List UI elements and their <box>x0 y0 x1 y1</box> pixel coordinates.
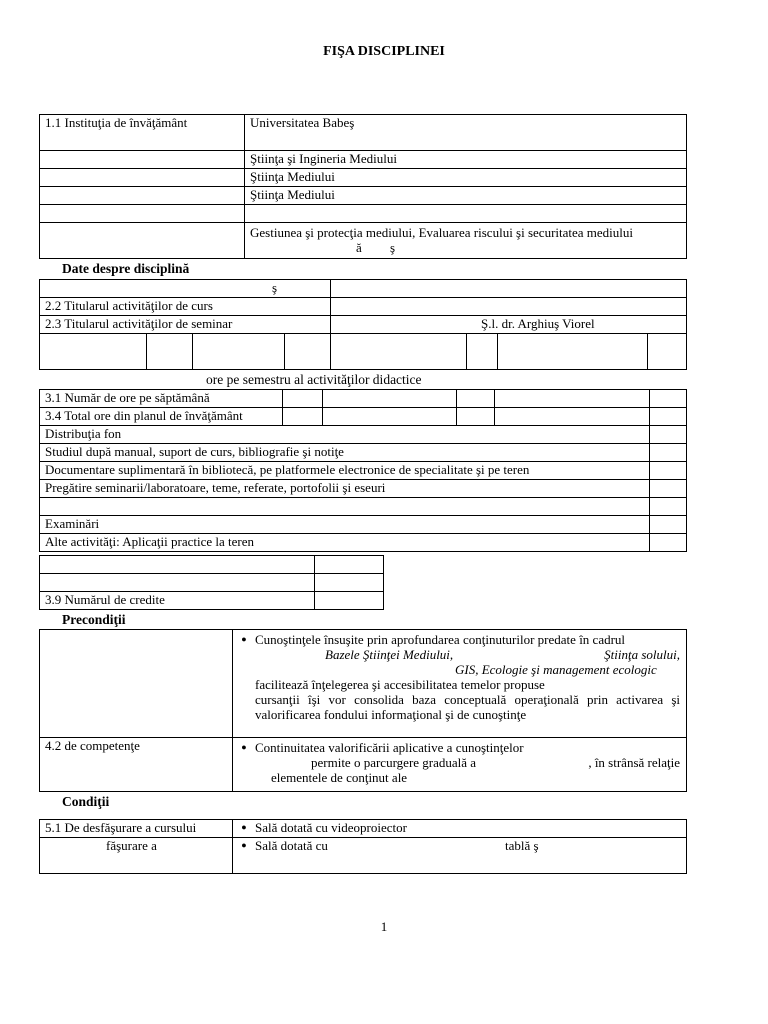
study-label: Studiul după manual, suport de curs, bibliografie şi notiţe <box>40 444 650 462</box>
precondition-course-c: GIS, Ecologie şi management ecologic <box>455 662 657 677</box>
competence-fragment-b: , în strânsă relaţie <box>588 755 680 770</box>
empty-cell <box>331 298 687 316</box>
seminar-conditions-fragment-b: tablă ş <box>505 838 539 853</box>
competence-line-1: Continuitatea valorificării aplicative a cunoştinţelor <box>255 740 524 755</box>
empty-cell <box>315 592 384 610</box>
empty-cell <box>323 390 457 408</box>
credits-table <box>39 555 384 610</box>
empty-cell <box>650 498 687 516</box>
section-conditions-title: Condiţii <box>62 794 110 809</box>
precondition-line-1: Cunoştinţele însuşite prin aprofundarea conţinuturilor predate în cadrul <box>255 632 626 647</box>
empty-cell <box>285 334 331 370</box>
page-number: 1 <box>380 919 388 934</box>
faculty-value: Ştiinţa şi Ingineria Mediului <box>245 151 687 169</box>
seminar-conditions-fragment-a: Sală dotată cu <box>255 838 328 853</box>
institution-label: 1.1 Instituţia de învăţământ <box>40 115 245 151</box>
empty-cell <box>323 408 457 426</box>
empty-cell <box>40 630 233 738</box>
hours-table <box>39 389 687 552</box>
competence-line-3: elementele de conţinut ale <box>271 770 408 785</box>
other-activities-label: Alte activităţi: Aplicaţii practice la teren <box>40 534 650 552</box>
seminar-holder-label: 2.3 Titularul activităţilor de seminar <box>40 316 331 334</box>
empty-cell <box>40 498 650 516</box>
empty-cell <box>650 534 687 552</box>
empty-cell <box>650 408 687 426</box>
precondition-course-a: Bazele Ştiinţei Mediului, <box>325 647 454 662</box>
precondition-line-2 <box>255 647 680 662</box>
empty-cell <box>193 334 285 370</box>
empty-cell <box>40 574 315 592</box>
competence-precondition-label: 4.2 de competenţe <box>40 738 233 792</box>
seminar-conditions-label: făşurare a <box>40 838 233 874</box>
empty-cell <box>650 462 687 480</box>
empty-cell <box>315 556 384 574</box>
course-holder-label: 2.2 Titularul activităţilor de curs <box>40 298 331 316</box>
section-course-data-title: Date despre disciplină <box>62 261 190 276</box>
empty-cell <box>650 480 687 498</box>
competence-fragment-a: permite o parcurgere graduală a <box>311 755 477 770</box>
institution-table <box>39 114 687 259</box>
precondition-line-5: cursanţii îşi vor consolida baza conceptuală operaţională prin activarea şi <box>255 692 680 707</box>
seminar-holder-value: Ş.l. dr. Arghiuş Viorel <box>331 316 687 334</box>
precondition-line-3 <box>255 662 680 677</box>
program-value <box>245 223 687 259</box>
empty-cell <box>650 426 687 444</box>
bullet-icon: ● <box>241 742 247 752</box>
empty-cell <box>331 334 467 370</box>
empty-cell <box>245 205 687 223</box>
course-data-table <box>39 279 687 370</box>
empty-cell <box>283 390 323 408</box>
course-conditions-text: Sală dotată cu videoproiector <box>255 820 407 835</box>
competence-precondition <box>233 738 687 792</box>
empty-cell <box>40 556 315 574</box>
empty-cell <box>495 390 650 408</box>
total-hours-label: 3.4 Total ore din planul de învăţământ <box>40 408 283 426</box>
bullet-icon: ● <box>241 822 247 832</box>
seminar-prep-label: Pregătire seminarii/laboratoare, teme, referate, portofolii şi eseuri <box>40 480 650 498</box>
preconditions-table <box>39 629 687 792</box>
empty-cell <box>650 516 687 534</box>
course-name-fragment: ş <box>272 280 278 295</box>
page-title: FIŞA DISCIPLINEI <box>323 44 445 59</box>
empty-cell <box>315 574 384 592</box>
department-value: Ştiinţa Mediului <box>245 169 687 187</box>
empty-cell <box>331 280 687 298</box>
empty-cell <box>283 408 323 426</box>
empty-cell <box>147 334 193 370</box>
empty-cell <box>498 334 648 370</box>
empty-cell <box>40 187 245 205</box>
empty-cell <box>40 205 245 223</box>
section-hours-title: ore pe semestru al activităţilor didactice <box>206 372 422 387</box>
program-fragment-a: ă <box>356 240 362 255</box>
empty-cell <box>467 334 498 370</box>
empty-cell <box>40 169 245 187</box>
conditions-table <box>39 819 687 874</box>
empty-cell <box>457 390 495 408</box>
seminar-conditions-value <box>233 838 687 874</box>
curriculum-precondition <box>233 630 687 738</box>
weekly-hours-label: 3.1 Număr de ore pe săptămână <box>40 390 283 408</box>
time-distribution-label: Distribuţia fon <box>40 426 650 444</box>
course-conditions-label: 5.1 De desfăşurare a cursului <box>40 820 233 838</box>
domain-value: Ştiinţa Mediului <box>245 187 687 205</box>
institution-value: Universitatea Babeş <box>245 115 687 151</box>
empty-cell <box>40 334 147 370</box>
course-name-cell <box>40 280 331 298</box>
precondition-course-b: Ştiinţa solului, <box>604 647 680 662</box>
empty-cell <box>648 334 687 370</box>
precondition-line-4: facilitează înţelegerea şi accesibilitatea temelor propuse <box>255 677 545 692</box>
exams-label: Examinări <box>40 516 650 534</box>
precondition-line-6: valorificarea fondului informaţional şi de cunoştinţe <box>255 707 527 722</box>
empty-cell <box>457 408 495 426</box>
program-line-1: Gestiunea şi protecţia mediului, Evaluarea riscului şi securitatea mediului <box>250 225 634 240</box>
section-preconditions-title: Precondiţii <box>62 612 126 627</box>
course-conditions-value <box>233 820 687 838</box>
seminar-conditions-text <box>255 838 686 853</box>
program-line-2 <box>250 240 686 255</box>
bullet-icon: ● <box>241 840 247 850</box>
competence-line-2 <box>255 755 680 770</box>
credits-label: 3.9 Numărul de credite <box>40 592 315 610</box>
empty-cell <box>40 223 245 259</box>
empty-cell <box>650 444 687 462</box>
documentation-label: Documentare suplimentară în bibliotecă, pe platformele electronice de specialitate şi pe teren <box>40 462 650 480</box>
empty-cell <box>40 151 245 169</box>
empty-cell <box>650 390 687 408</box>
empty-cell <box>495 408 650 426</box>
program-fragment-b: ş <box>390 240 396 255</box>
bullet-icon: ● <box>241 634 247 644</box>
